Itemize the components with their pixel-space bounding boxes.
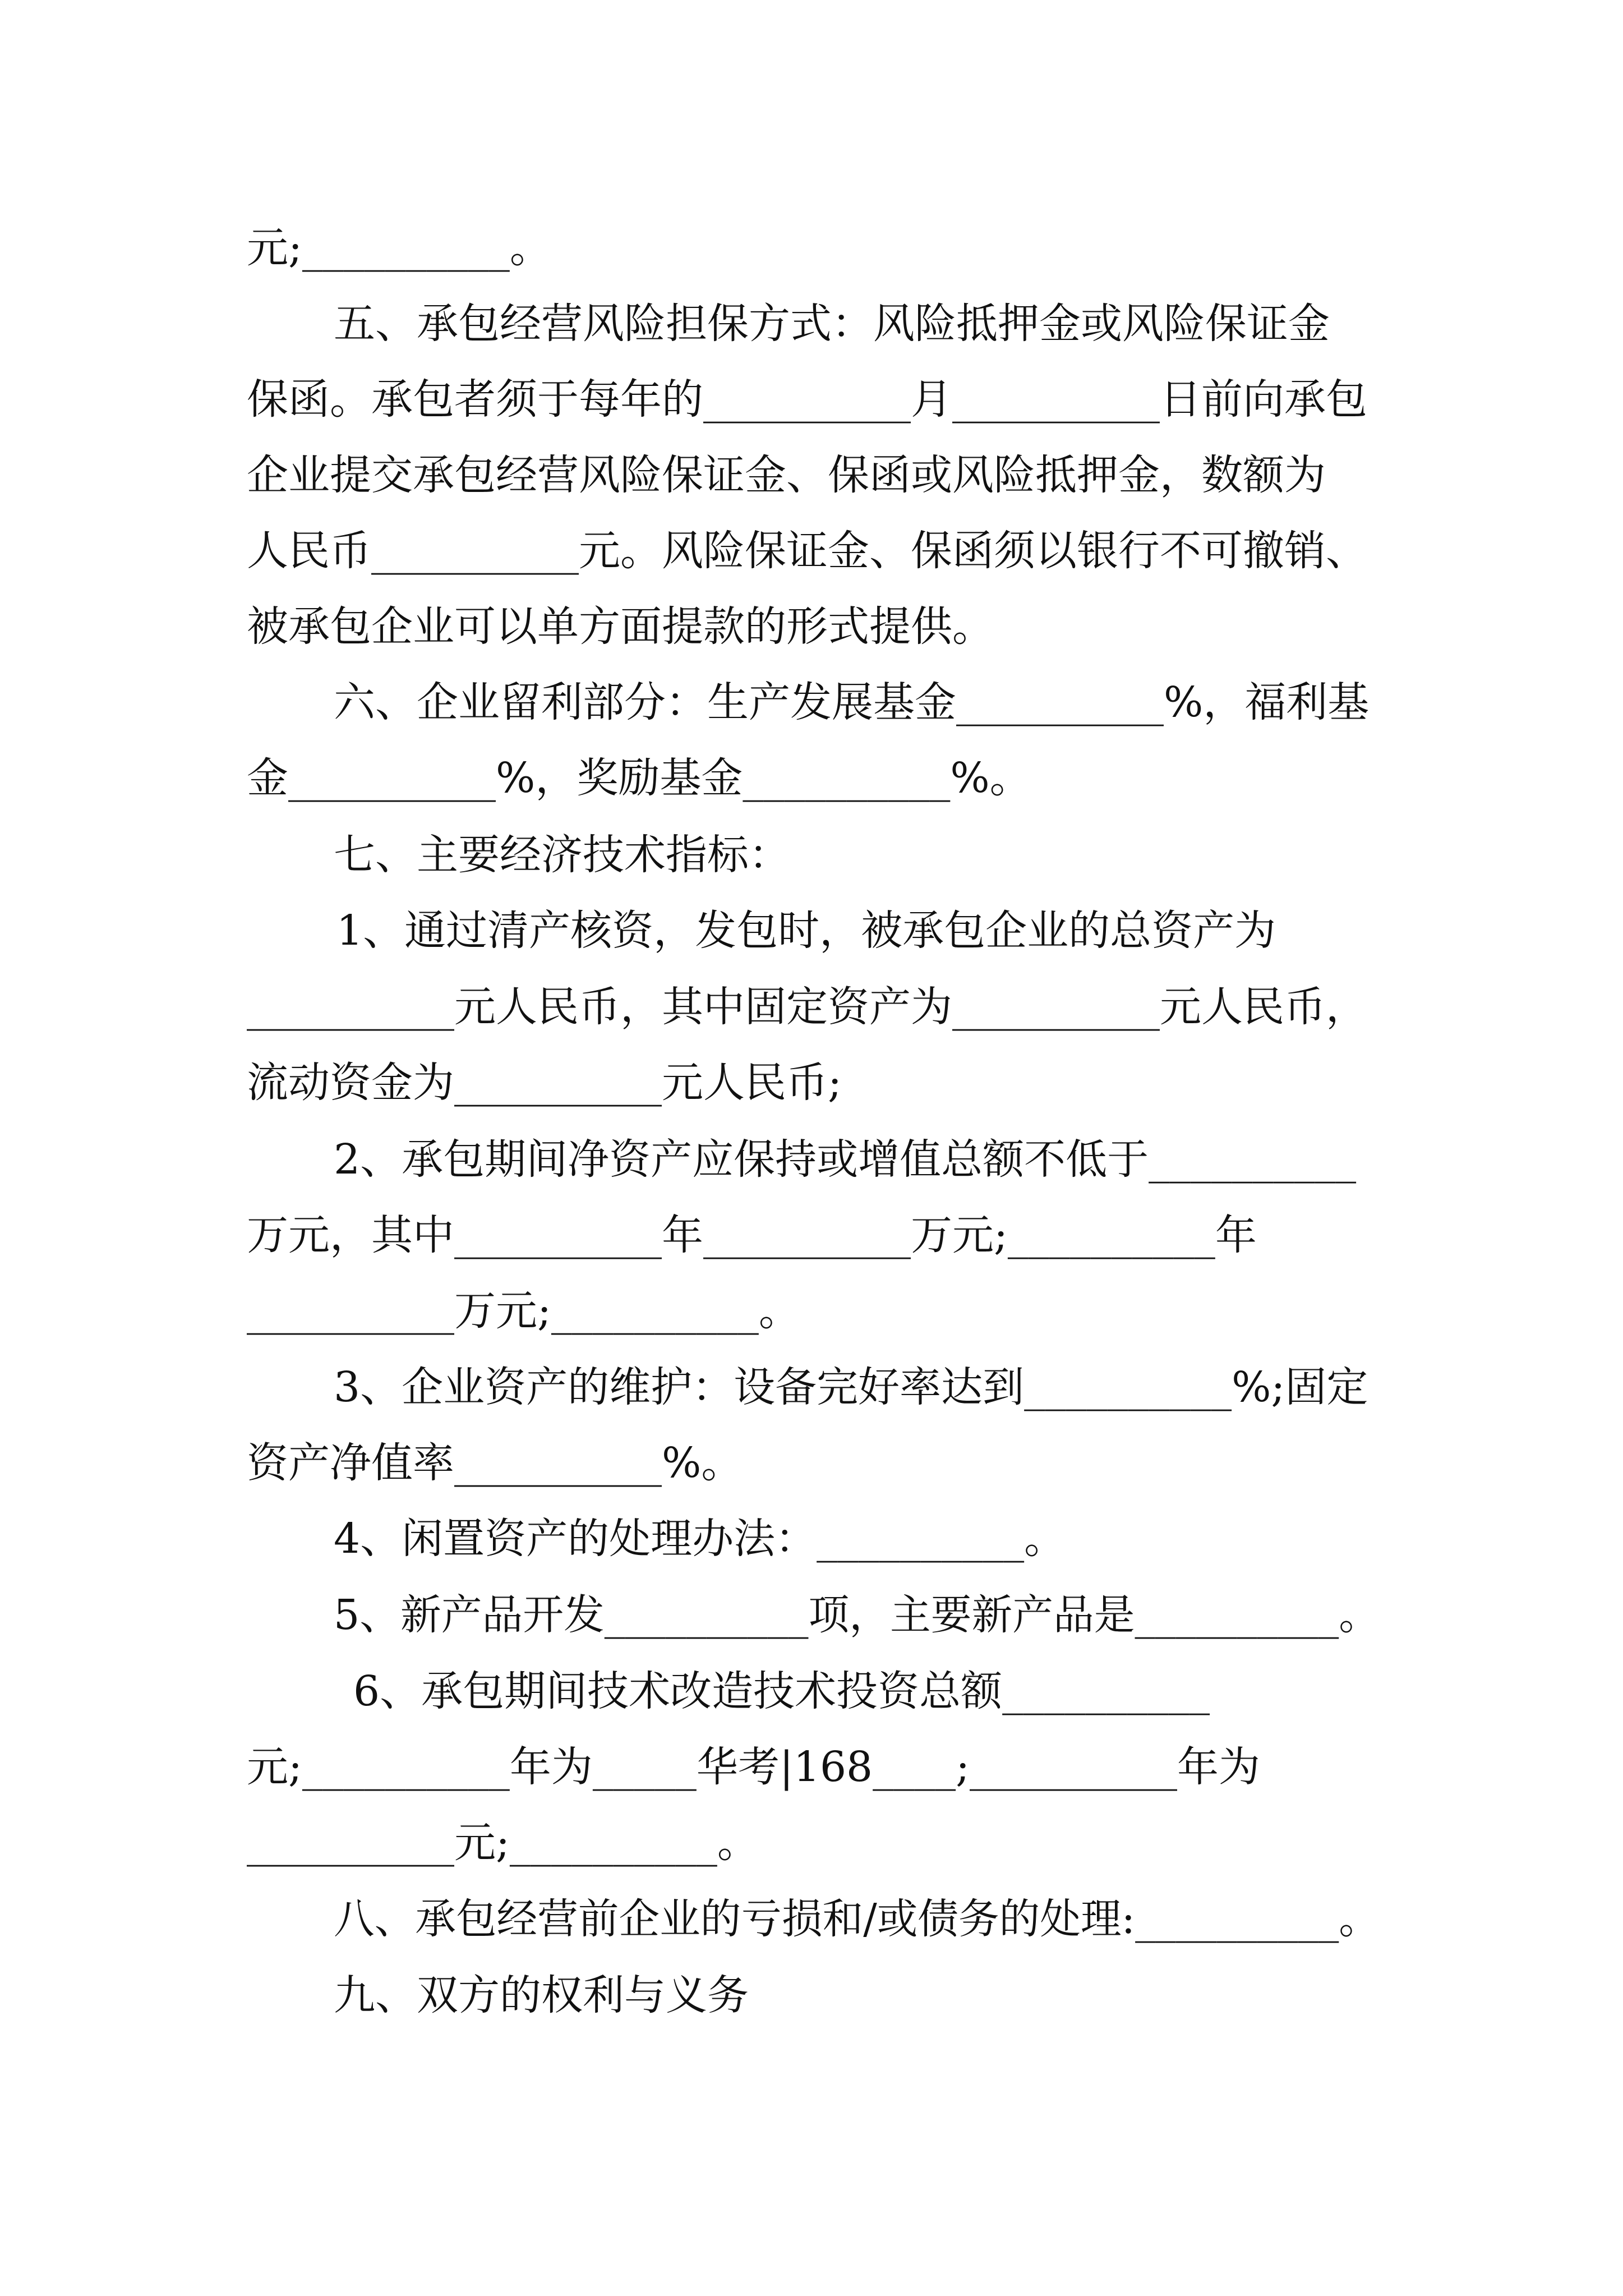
doc-line: 流动资金为__________元人民币; bbox=[247, 1059, 842, 1107]
doc-line: 1、通过清产核资，发包时，被承包企业的总资产为 bbox=[336, 907, 1276, 955]
doc-line: 五、承包经营风险担保方式：风险抵押金或风险保证金 bbox=[334, 300, 1330, 348]
doc-line: 3、企业资产的维护：设备完好率达到__________%;固定 bbox=[334, 1363, 1368, 1411]
doc-line: __________元人民币，其中固定资产为__________元人民币， bbox=[247, 983, 1367, 1031]
doc-line: 企业提交承包经营风险保证金、保函或风险抵押金，数额为 bbox=[247, 451, 1326, 499]
doc-line: 4、闲置资产的处理办法：__________。 bbox=[334, 1515, 1066, 1563]
doc-line: 2、承包期间净资产应保持或增值总额不低于__________ bbox=[334, 1135, 1357, 1184]
doc-line: __________元;__________。 bbox=[247, 1819, 759, 1867]
doc-line: 七、主要经济技术指标： bbox=[334, 831, 790, 879]
doc-line: 元;__________年为_____华考|168____;__________年为 bbox=[247, 1743, 1261, 1791]
doc-line: 被承包企业可以单方面提款的形式提供。 bbox=[247, 602, 994, 651]
doc-line: 金__________%，奖励基金__________%。 bbox=[247, 754, 1031, 802]
doc-line: 六、企业留利部分：生产发展基金__________%，福利基 bbox=[334, 678, 1370, 726]
doc-line: 5、新产品开发__________项，主要新产品是__________。 bbox=[334, 1591, 1380, 1639]
doc-line: 八、承包经营前企业的亏损和/或债务的处理:__________。 bbox=[334, 1895, 1380, 1943]
doc-line: 保函。承包者须于每年的__________月__________日前向承包 bbox=[247, 375, 1367, 424]
doc-line: __________万元;__________。 bbox=[247, 1287, 800, 1335]
doc-line: 万元，其中__________年__________万元;__________年 bbox=[247, 1211, 1257, 1259]
doc-line: 元;__________。 bbox=[247, 224, 551, 272]
doc-line: 九、双方的权利与义务 bbox=[334, 1971, 749, 2019]
doc-line: 人民币__________元。风险保证金、保函须以银行不可撤销、 bbox=[247, 527, 1367, 575]
doc-line: 资产净值率__________%。 bbox=[247, 1439, 743, 1487]
doc-line: 6、承包期间技术改造技术投资总额__________ bbox=[353, 1667, 1210, 1715]
